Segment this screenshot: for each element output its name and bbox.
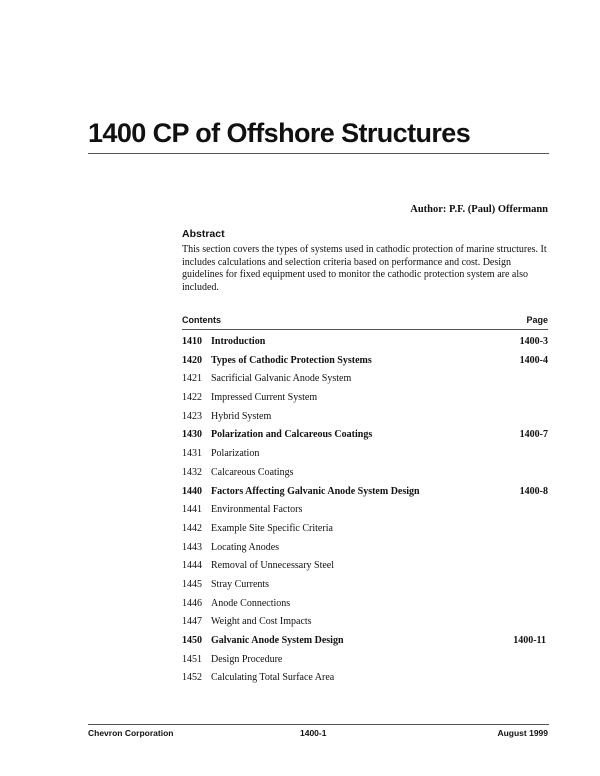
toc-entry-title: Types of Cathodic Protection Systems [211,354,372,366]
abstract-text: This section covers the types of systems used in cathodic protection of marine structures. It includes calculations and selection criteria based on performance and cost. Design guidelines for fixed equipment used to monitor the cathodic protection system are also included. [182,244,547,293]
toc-entry[interactable] [182,448,548,467]
table-of-contents [182,336,548,691]
toc-entry-number: 1444 [182,560,202,572]
toc-entry-number: 1447 [182,616,202,628]
page-column-heading: Page [526,315,548,325]
toc-entry[interactable] [182,504,548,523]
toc-entry-title: Sacrificial Galvanic Anode System [211,373,352,385]
toc-entry-title: Hybrid System [211,410,272,422]
toc-entry[interactable] [182,429,548,448]
toc-entry[interactable] [182,486,548,505]
toc-entry[interactable] [182,616,548,635]
toc-entry-title: Example Site Specific Criteria [211,522,333,534]
toc-entry[interactable] [182,336,548,355]
toc-entry-number: 1432 [182,466,202,478]
toc-entry[interactable] [182,355,548,374]
toc-entry-title: Design Procedure [211,653,283,665]
toc-entry[interactable] [182,579,548,598]
toc-entry[interactable] [182,635,548,654]
toc-entry-title: Calculating Total Surface Area [211,672,335,684]
toc-entry-title: Galvanic Anode System Design [211,635,344,646]
toc-entry-title: Polarization and Calcareous Coatings [211,429,373,441]
toc-entry[interactable] [182,467,548,486]
toc-entry-title: Introduction [211,336,266,347]
toc-entry-number: 1431 [182,448,202,460]
toc-entry-title: Weight and Cost Impacts [211,616,312,628]
footer-company: Chevron Corporation [88,728,174,738]
toc-entry-page: 1400-8 [519,485,548,497]
toc-entry-number: 1422 [182,392,202,404]
page-title: 1400 CP of Offshore Structures [88,118,471,148]
toc-entry-title: Factors Affecting Galvanic Anode System Design [211,485,420,497]
toc-entry-page: 1400-3 [519,336,548,347]
toc-entry[interactable] [182,411,548,430]
toc-entry-number: 1410 [182,336,202,347]
toc-entry-number: 1446 [182,597,202,609]
footer-date: August 1999 [497,728,548,738]
toc-entry-number: 1442 [182,522,202,534]
toc-entry-page: 1400-4 [519,354,548,366]
toc-entry-number: 1451 [182,653,202,665]
toc-entry-title: Removal of Unnecessary Steel [211,560,335,572]
contents-divider [182,329,548,330]
toc-entry-title: Anode Connections [211,597,291,609]
toc-entry[interactable] [182,523,548,542]
toc-entry[interactable] [182,598,548,617]
abstract-heading: Abstract [182,228,225,240]
toc-entry-number: 1423 [182,410,202,422]
toc-entry-title: Polarization [211,448,260,460]
contents-heading: Contents [182,315,221,325]
toc-entry-page: 1400-11 [513,635,546,646]
footer-page-number: 1400-1 [300,728,327,738]
footer-divider [88,724,549,725]
contents-header [182,315,548,325]
toc-entry-number: 1420 [182,354,202,366]
toc-entry-number: 1443 [182,541,202,553]
toc-entry[interactable] [182,542,548,561]
toc-entry-title: Locating Anodes [211,541,280,553]
toc-entry-page: 1400-7 [519,429,548,441]
toc-entry-number: 1421 [182,373,202,385]
toc-entry[interactable] [182,373,548,392]
author-line: Author: P.F. (Paul) Offermann [410,204,548,215]
toc-entry-number: 1450 [182,635,202,646]
toc-entry-title: Calcareous Coatings [211,466,294,478]
toc-entry-number: 1445 [182,578,202,590]
toc-entry-title: Environmental Factors [211,504,303,516]
toc-entry-number: 1430 [182,429,202,441]
toc-entry[interactable] [182,654,548,673]
toc-entry-number: 1452 [182,672,202,684]
toc-entry-number: 1441 [182,504,202,516]
toc-entry[interactable] [182,392,548,411]
toc-entry-title: Impressed Current System [211,392,318,404]
title-divider [88,153,549,154]
toc-entry[interactable] [182,672,548,691]
toc-entry[interactable] [182,560,548,579]
toc-entry-number: 1440 [182,485,202,497]
toc-entry-title: Stray Currents [211,578,270,590]
